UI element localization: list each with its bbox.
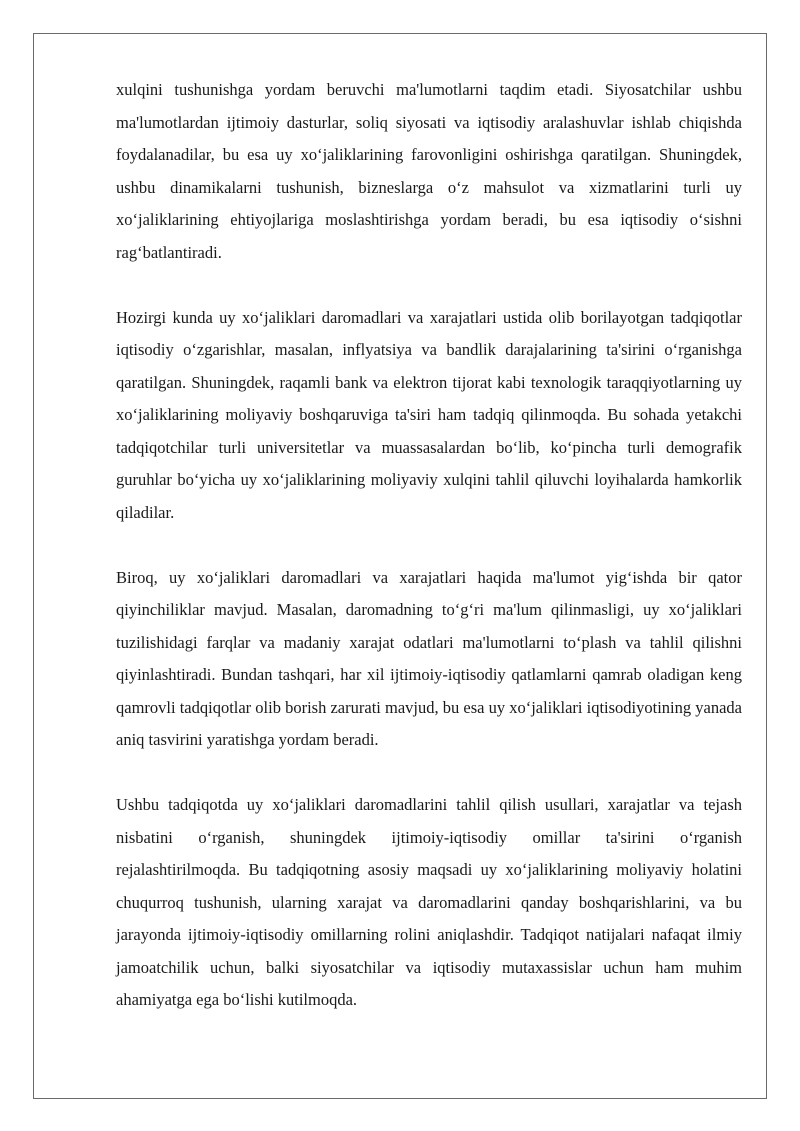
paragraph-1: xulqini tushunishga yordam beruvchi ma'lumotlarni taqdim etadi. Siyosatchilar ushbu ma'lumotlardan ijtimoiy dasturlar, soliq siyosati va iqtisodiy aralashuvlar ishlab chiqishda foydalanadilar, bu esa uy xoʻjaliklarining farovonligini oshirishga qaratilgan. Shuningdek, ushbu dinamikalarni tushunish, bizneslarga oʻz mahsulot va xizmatlarini turli uy xoʻjaliklarining ehtiyojlariga moslashtirishga yordam beradi, bu esa iqtisodiy oʻsishni ragʻbatlantiradi. [116,80,742,262]
paragraph-2: Hozirgi kunda uy xoʻjaliklari daromadlari va xarajatlari ustida olib borilayotgan tadqiqotlar iqtisodiy oʻzgarishlar, masalan, inflyatsiya va bandlik darajalarining ta'sirini oʻrganishga qaratilgan. Shuningdek, raqamli bank va elektron tijorat kabi texnologik taraqqiyotlarning uy xoʻjaliklarining moliyaviy boshqaruviga ta'siri ham tadqiq qilinmoqda. Bu sohada yetakchi tadqiqotchilar turli universitetlar va muassasalardan boʻlib, koʻpincha turli demografik guruhlar boʻyicha uy xoʻjaliklarining moliyaviy xulqini tahlil qiluvchi loyihalarda hamkorlik qiladilar. [116,307,742,522]
document-body [116,74,742,1017]
paragraph-4: Ushbu tadqiqotda uy xoʻjaliklari daromadlarini tahlil qilish usullari, xarajatlar va tejash nisbatini oʻrganish, shuningdek ijtimoiy-iqtisodiy omillar ta'sirini oʻrganish rejalashtirilmoqda. Bu tadqiqotning asosiy maqsadi uy xoʻjaliklarining moliyaviy holatini chuqurroq tushunish, ularning xarajat va daromadlarini qanday boshqarishlarini, va bu jarayonda ijtimoiy-iqtisodiy omillarning rolini aniqlashdir. Tadqiqot natijalari nafaqat ilmiy jamoatchilik uchun, balki siyosatchilar va iqtisodiy mutaxassislar uchun ham muhim ahamiyatga ega boʻlishi kutilmoqda. [116,795,742,1009]
paragraph-3: Biroq, uy xoʻjaliklari daromadlari va xarajatlari haqida ma'lumot yigʻishda bir qator qiyinchiliklar mavjud. Masalan, daromadning toʻgʻri ma'lum qilinmasligi, uy xoʻjaliklari tuzilishidagi farqlar va madaniy xarajat odatlari ma'lumotlarni toʻplash va tahlil qilishni qiyinlashtiradi. Bundan tashqari, har xil ijtimoiy-iqtisodiy qatlamlarni qamrab oladigan keng qamrovli tadqiqotlar olib borish zarurati mavjud, bu esa uy xoʻjaliklari iqtisodiyotining yanada aniq tasvirini yaratishga yordam beradi. [116,567,742,749]
